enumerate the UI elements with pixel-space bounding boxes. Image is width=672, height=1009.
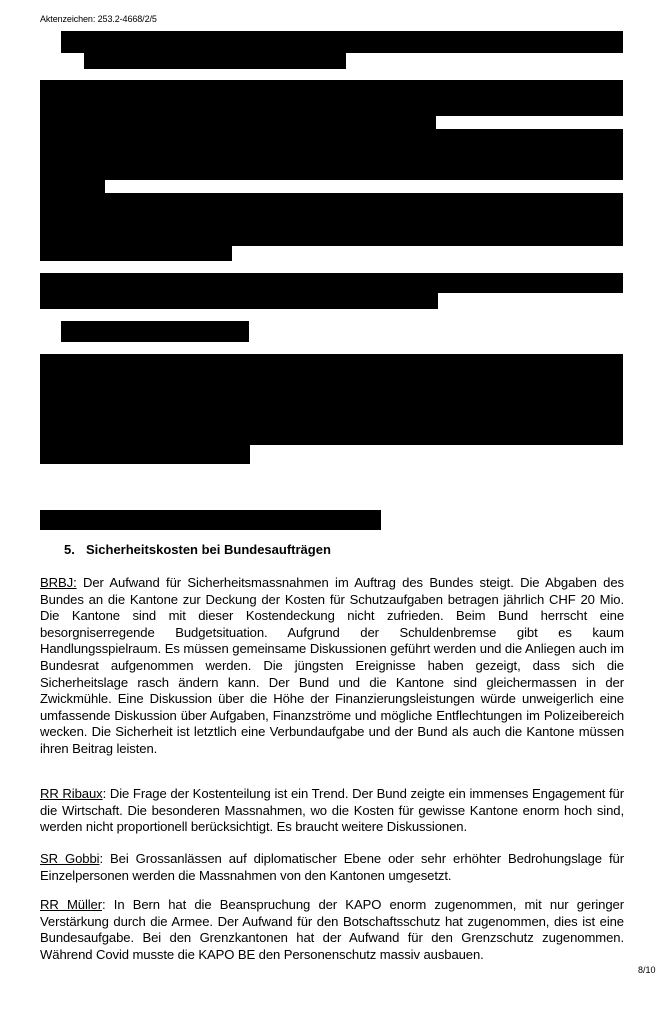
redaction-bar — [61, 31, 623, 53]
statement-text: Der Aufwand für Sicherheitsmassnahmen im Auftrag des Bundes steigt. Die Abgaben des Bundes an die Kantone zur Deckung der Kosten für Schutzaufgaben betragen jährlich CHF 20 Mio. Die Kantone sind mit dieser Kostendeckung nicht zufrieden. Beim Bund herrscht eine besorgniserregende Budgetsituation. Aufgrund der Schuldenbremse gibt es kaum Handlungsspielraum. Es müssen gemeinsame Diskussionen geführt werden und die Anliegen auch im Bundesrat aufgenommen werden. Die jüngsten Ereignisse haben gezeigt, dass sich die Sicherheitslage rasch ändern kann. Der Bund und die Kantone sind gleichermassen in der Zwickmühle. Eine Diskussion über die Höhe der Finanzierungsleistungen würde unweigerlich eine umfassende Diskussion über Aufgaben, Finanzströme und mögliche Entflechtungen im Polizeibereich wecken. Die Sicherheit ist letztlich eine Verbundaufgabe und der Bund als auch die Kantone müssen ihren Beitrag leisten. — [40, 575, 624, 756]
redaction-bar — [40, 80, 623, 116]
statement-text: : In Bern hat die Beanspruchung der KAPO enorm zugenommen, mit nur geringer Verstärkung durch die Armee. Der Aufwand für den Botschaftsschutz hat zugenommen, dies ist eine Bundesaufgabe. Bei den Grenzkantonen hat der Aufwand für den Grenzschutz zugenommen. Während Covid musste die KAPO BE den Personenschutz massiv ausbauen. — [40, 897, 624, 962]
redaction-bar — [40, 180, 105, 193]
redaction-bar — [40, 354, 623, 445]
section-number: 5. — [64, 542, 75, 557]
redaction-bar — [40, 129, 623, 180]
statement-paragraph — [40, 897, 624, 963]
speaker-name: SR Gobbi — [40, 851, 100, 866]
statement-paragraph — [40, 575, 624, 758]
statement-paragraph — [40, 786, 624, 836]
redaction-bar — [40, 116, 436, 129]
redaction-bar — [40, 193, 623, 246]
redaction-bar — [40, 273, 623, 293]
statement-paragraph — [40, 851, 624, 884]
redaction-bar — [40, 445, 250, 464]
page-number: 8/10 — [638, 965, 656, 975]
section-heading — [64, 542, 331, 557]
statement-text: : Die Frage der Kostenteilung ist ein Trend. Der Bund zeigte ein immenses Engagement für die Wirtschaft. Die besonderen Massnahmen, wo die Kosten für gewisse Kantone enorm hoch sind, werden nicht proportionell berücksichtigt. Es braucht weitere Diskussionen. — [40, 786, 624, 835]
speaker-name: RR Müller — [40, 897, 102, 912]
redaction-bar — [40, 246, 232, 261]
section-title: Sicherheitskosten bei Bundesaufträgen — [86, 542, 331, 557]
redaction-bar — [40, 510, 381, 530]
redaction-bar — [40, 293, 438, 309]
document-reference: Aktenzeichen: 253.2-4668/2/5 — [40, 14, 157, 24]
redaction-bar — [61, 321, 249, 342]
redaction-bar — [84, 53, 346, 69]
speaker-name: RR Ribaux — [40, 786, 103, 801]
statement-text: : Bei Grossanlässen auf diplomatischer Ebene oder sehr erhöhter Bedrohungslage für Einzelpersonen werden die Massnahmen von den Kantonen umgesetzt. — [40, 851, 624, 883]
speaker-name: BRBJ: — [40, 575, 77, 590]
